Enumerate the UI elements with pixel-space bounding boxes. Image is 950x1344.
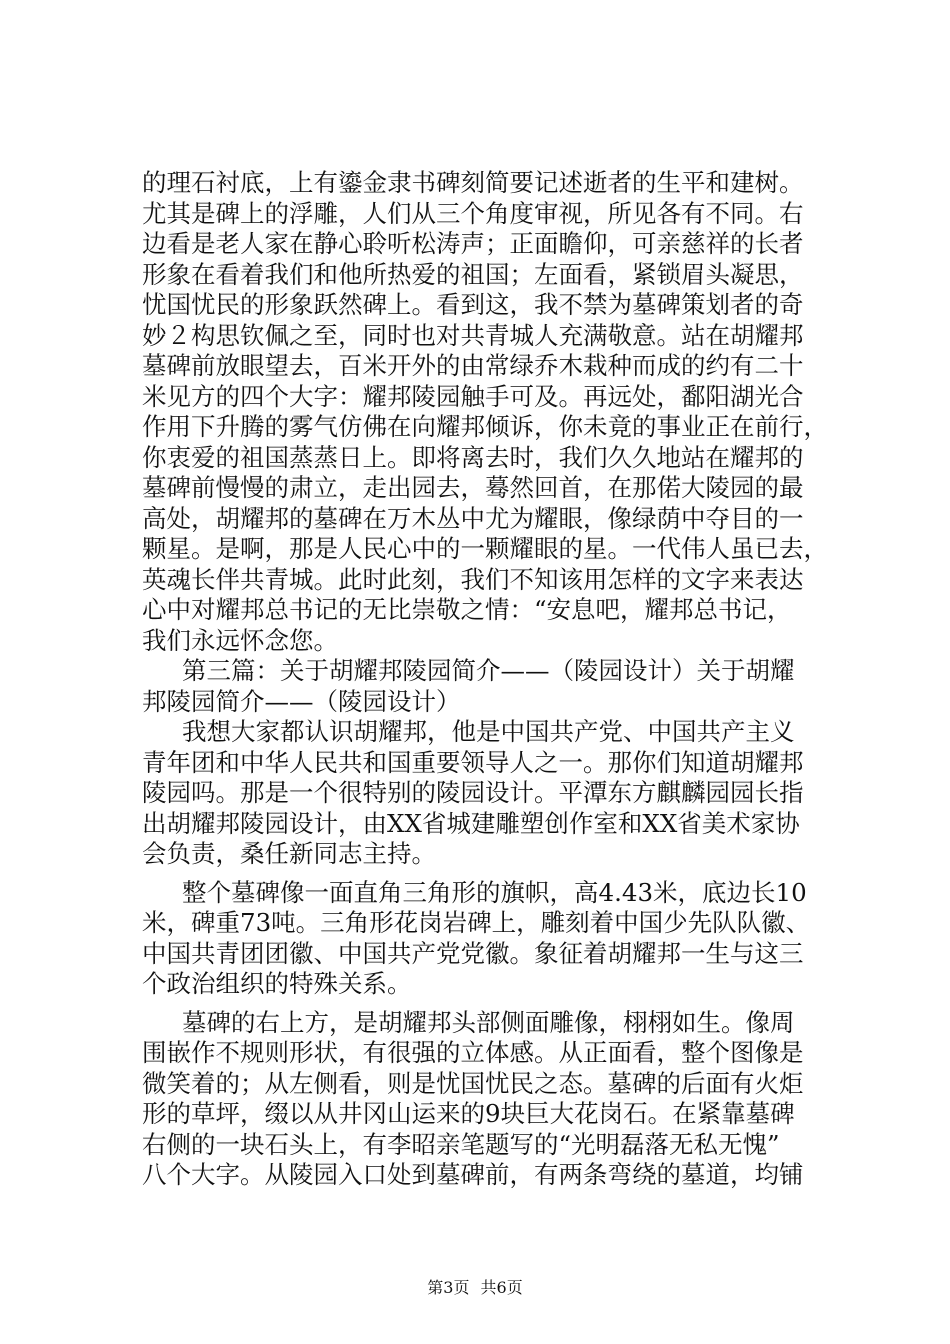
text-line: 形的草坪，缀以从井冈山运来的9块巨大花岗石。在紧靠墓碑 [142,1099,795,1128]
text-line: 墓碑前慢慢的肃立，走出园去，蓦然回首，在那偌大陵园的最 [142,473,804,502]
text-line: 高处，胡耀邦的墓碑在万木丛中尤为耀眼，像绿荫中夺目的一 [142,503,804,533]
text-line: 墓碑前放眼望去，百米开外的由常绿乔木栽种而成的约有二十 [142,351,804,380]
text-line: 妙２构思钦佩之至，同时也对共青城人充满敬意。站在胡耀邦 [142,320,804,350]
text-line: 你衷爱的祖国蒸蒸日上。即将离去时，我们久久地站在耀邦的 [142,442,804,472]
page-total: 共6页 [480,1278,523,1297]
paragraph-start: 我想大家都认识胡耀邦，他是中国共产党、中国共产主义 [182,717,795,746]
section-heading: 第三篇：关于胡耀邦陵园简介——（陵园设计）关于胡耀 [182,656,795,685]
text-line: 米，碑重73吨。三角形花岗岩碑上，雕刻着中国少先队队徽、 [142,908,811,937]
text-line: 英魂长伴共青城。此时此刻，我们不知该用怎样的文字来表达 [142,564,804,594]
text-line: 出胡耀邦陵园设计，由XX省城建雕塑创作室和XX省美术家协 [142,808,800,838]
text-line: 尤其是碑上的浮雕，人们从三个角度审视，所见各有不同。右 [142,198,804,228]
body-text [142,168,842,1191]
section-heading-cont: 邦陵园简介——（陵园设计） [142,686,461,716]
text-line: 微笑着的；从左侧看，则是忧国忧民之态。墓碑的后面有火炬 [142,1068,804,1098]
page-footer [0,1278,950,1298]
text-line: 边看是老人家在静心聆听松涛声；正面瞻仰，可亲慈祥的长者 [142,229,804,258]
text-line: 青年团和中华人民共和国重要领导人之一。那你们知道胡耀邦 [142,747,804,777]
text-line: 陵园吗。那是一个很特别的陵园设计。平潭东方麒麟园园长指 [142,778,804,807]
text-line: 八个大字。从陵园入口处到墓碑前，有两条弯绕的墓道，均铺 [142,1160,804,1189]
text-line: 作用下升腾的雾气仿佛在向耀邦倾诉，你未竟的事业正在前行， [142,412,828,441]
text-line: 中国共青团团徽、中国共产党党徽。象征着胡耀邦一生与这三 [142,938,804,968]
text-line: 米见方的四个大字：耀邦陵园触手可及。再远处，鄱阳湖光合 [142,381,804,411]
text-line: 颗星。是啊，那是人民心中的一颗耀眼的星。一代伟人虽已去， [142,534,828,563]
paragraph-start: 墓碑的右上方，是胡耀邦头部侧面雕像，栩栩如生。像周 [182,1007,795,1037]
text-line: 会负责，桑任新同志主持。 [142,839,436,868]
paragraph-start: 整个墓碑像一面直角三角形的旗帜，高4.43米，底边长10 [182,877,807,907]
text-line: 的理石衬底，上有鎏金隶书碑刻简要记述逝者的生平和建树。 [142,168,804,197]
text-line: 围嵌作不规则形状，有很强的立体感。从正面看，整个图像是 [142,1038,804,1067]
text-line: 右侧的一块石头上，有李昭亲笔题写的“光明磊落无私无愧” [142,1129,780,1159]
text-line: 形象在看着我们和他所热爱的祖国；左面看，紧锁眉头凝思， [142,259,804,289]
text-line: 忧国忧民的形象跃然碑上。看到这，我不禁为墓碑策划者的奇 [142,290,804,319]
text-line: 个政治组织的特殊关系。 [142,969,412,998]
text-line: 心中对耀邦总书记的无比崇敬之情：“安息吧，耀邦总书记， [142,595,792,624]
page-number: 第3页 [427,1278,470,1297]
text-line: 我们永远怀念您。 [142,625,338,655]
